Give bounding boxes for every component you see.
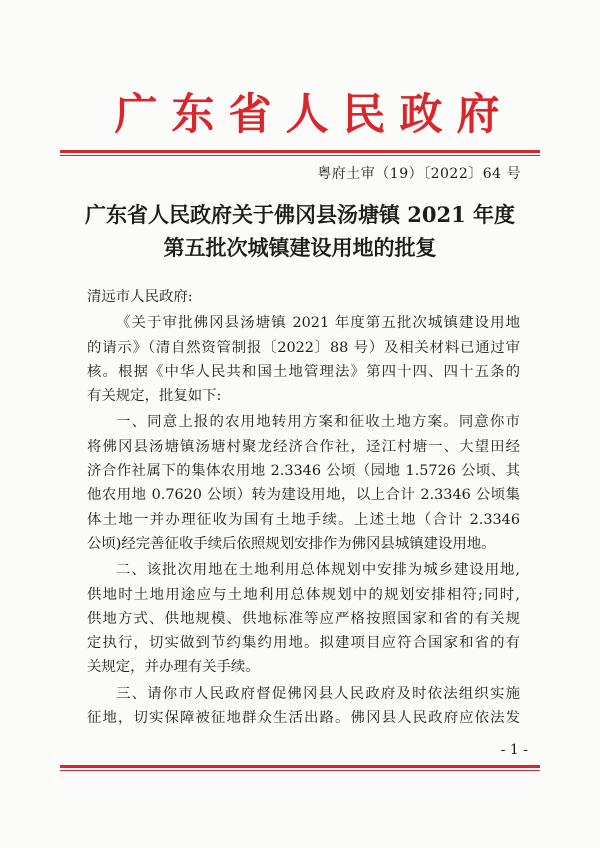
paragraph-line: 征地，切实保障被征地群众生活出路。佛冈县人民政府应依法发	[87, 710, 520, 727]
title-line: 第五批次城镇建设用地的批复	[163, 235, 437, 260]
paragraph-line: 供地方式、供地规模、供地标准等应严格按照国家和省的有关规	[87, 610, 520, 627]
issuer-masthead: 广东省人民政府	[114, 90, 514, 140]
document-body	[87, 285, 520, 730]
footer-red-rule-thin	[60, 770, 540, 771]
paragraph-line: 核。根据《中华人民共和国土地管理法》第四十四、四十五条的	[87, 363, 520, 380]
paragraph-line: 济合作社属下的集体农用地 2.3346 公顷（园地 1.5726 公顷、其	[87, 463, 520, 480]
salutation: 清远市人民政府:	[87, 289, 193, 305]
paragraph-line: 《关于审批佛冈县汤塘镇 2021 年度第五批次城镇建设用地	[116, 315, 520, 332]
page-number: - 1 -	[500, 742, 528, 758]
paragraph-line: 定执行，切实做到节约集约用地。拟建项目应符合国家和省的有	[87, 635, 520, 652]
paragraph-line: 他农用地 0.7620 公顷）转为建设用地，以上合计 2.3346 公顷集	[87, 487, 520, 504]
paragraph-line: 三、请你市人民政府督促佛冈县人民政府及时依法组织实施	[116, 685, 520, 702]
paragraph-line: 二、该批次用地在土地利用总体规划中安排为城乡建设用地,	[116, 562, 520, 579]
header-red-rule-thin	[60, 155, 540, 156]
document-number: 粤府土审（19）〔2022〕64 号	[317, 166, 521, 182]
footer-red-rule	[60, 765, 540, 768]
paragraph-line: 一、同意上报的农用地转用方案和征收土地方案。同意你市	[116, 414, 520, 431]
paragraph-line: 公顷)经完善征收手续后依照规划安排作为佛冈县城镇建设用地。	[87, 535, 496, 552]
paragraph-line: 将佛冈县汤塘镇汤塘村聚龙经济合作社，迳江村塘一、大望田经	[87, 438, 520, 455]
document-title	[60, 198, 540, 264]
title-line: 广东省人民政府关于佛冈县汤塘镇 2021 年度	[84, 202, 516, 227]
paragraph-line: 有关规定，批复如下:	[87, 388, 222, 405]
header-red-rule	[60, 150, 540, 153]
paragraph-line: 的请示》（清自然资管制报〔2022〕88 号）及相关材料已通过审	[87, 339, 520, 356]
paragraph-line: 体土地一并办理征收为国有土地手续。上述土地（合计 2.3346	[87, 511, 520, 528]
paragraph-line: 供地时土地用途应与土地利用总体规划中的规划安排相符;同时,	[87, 586, 520, 603]
paragraph-line: 关规定，并办理有关手续。	[87, 659, 260, 676]
